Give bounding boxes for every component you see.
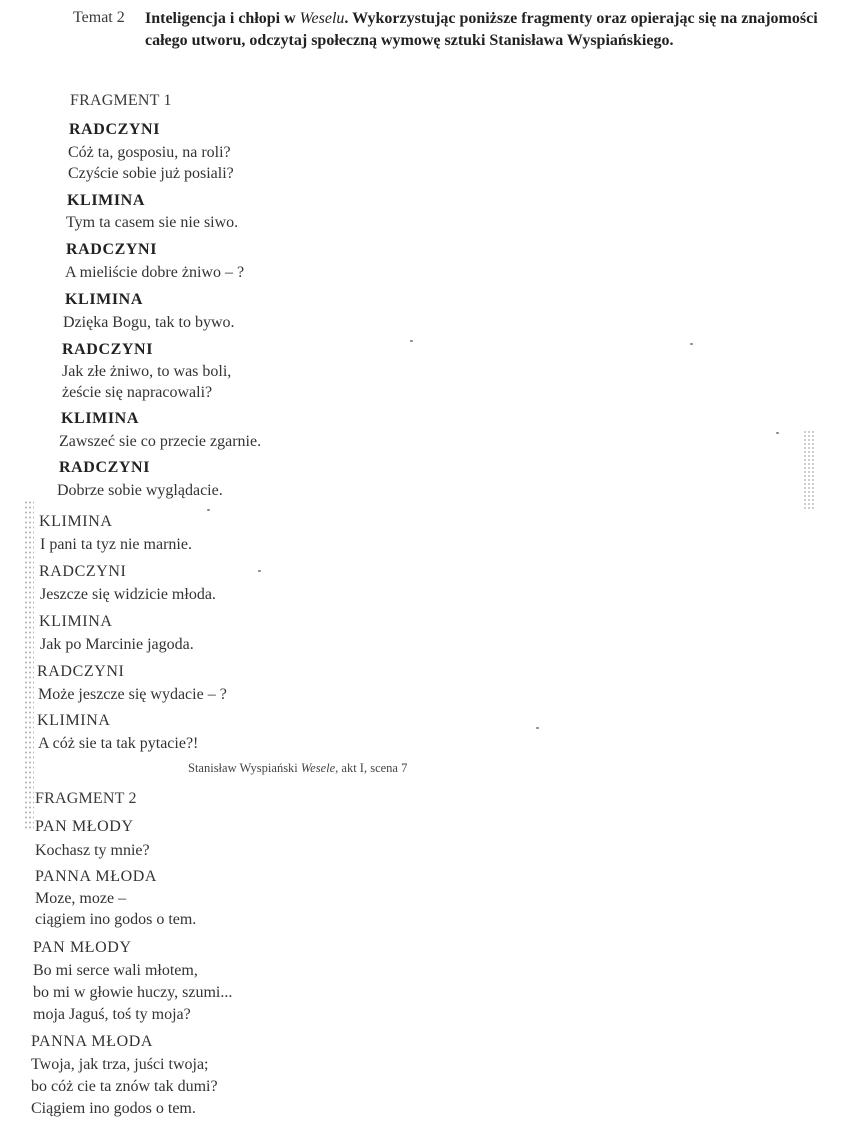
scan-speck: [776, 432, 779, 434]
dialogue-line: I pani ta tyz nie marnie.: [40, 536, 192, 553]
dialogue-line: Czyście sobie już posiali?: [68, 165, 234, 182]
dialogue-line: Dobrze sobie wyglądacie.: [57, 482, 223, 499]
dialogue-line: A cóż sie ta tak pytacie?!: [38, 735, 199, 752]
speaker: RADCZYNI: [69, 121, 161, 138]
dialogue-line: bo cóż cie ta znów tak dumi?: [31, 1078, 218, 1095]
scan-speck: [690, 343, 693, 345]
dialogue-line: Moze, moze –: [35, 890, 127, 907]
dialogue-line: Kochasz ty mnie?: [35, 842, 150, 859]
dialogue-line: A mieliście dobre żniwo – ?: [65, 264, 245, 281]
speaker: KLIMINA: [61, 410, 139, 427]
task-title-part-1: Inteligencja i chłopi w: [145, 10, 300, 27]
dialogue-line: Bo mi serce wali młotem,: [33, 962, 198, 979]
scan-noise-left: [24, 500, 34, 830]
task-label: Temat 2: [73, 9, 125, 26]
source-author: Stanisław Wyspiański: [188, 761, 301, 775]
scan-speck: [410, 340, 413, 342]
speaker: KLIMINA: [39, 613, 113, 630]
scan-speck: [207, 509, 210, 511]
source-title: Wesele: [300, 761, 336, 775]
task-title: [145, 8, 825, 52]
speaker: RADCZYNI: [39, 563, 127, 580]
dialogue-line: Jeszcze się widzicie młoda.: [40, 586, 216, 603]
fragment-1-source: [188, 761, 407, 776]
dialogue-line: ciągiem ino godos o tem.: [35, 911, 197, 928]
fragment-2-title: FRAGMENT 2: [35, 790, 137, 807]
speaker: PANNA MŁODA: [31, 1033, 154, 1050]
dialogue-line: Tym ta casem sie nie siwo.: [66, 214, 239, 231]
dialogue-line: Może jeszcze się wydacie – ?: [38, 686, 227, 703]
scan-speck: [536, 727, 539, 729]
dialogue-line: Cóż ta, gosposiu, na roli?: [68, 144, 231, 161]
speaker: KLIMINA: [67, 192, 145, 209]
task-title-part-2: . Wykorzystując poniższe fragmenty oraz opierając się na znajomości całego utworu, odczytaj społeczną wymowę sztuki Stanisława Wyspiańskiego.: [145, 10, 818, 49]
speaker: KLIMINA: [65, 291, 143, 308]
scan-noise-right: [803, 430, 815, 510]
speaker: PAN MŁODY: [33, 939, 132, 956]
speaker: RADCZYNI: [66, 241, 158, 258]
speaker: PANNA MŁODA: [35, 868, 158, 885]
speaker: KLIMINA: [39, 513, 113, 530]
dialogue-line: Ciągiem ino godos o tem.: [31, 1100, 196, 1117]
task-title-work-name: Weselu: [299, 10, 345, 27]
dialogue-line: żeście się napracowali?: [62, 384, 213, 401]
speaker: RADCZYNI: [62, 341, 154, 358]
dialogue-line: Zawszeć sie co przecie zgarnie.: [59, 433, 262, 450]
fragment-1-title: FRAGMENT 1: [70, 92, 172, 109]
speaker: RADCZYNI: [37, 663, 125, 680]
dialogue-line: Dzięka Bogu, tak to bywo.: [63, 314, 235, 331]
source-location: , akt I, scena 7: [335, 761, 408, 775]
dialogue-line: moja Jaguś, toś ty moja?: [33, 1006, 191, 1023]
dialogue-line: Twoja, jak trza, juści twoja;: [31, 1056, 209, 1073]
speaker: RADCZYNI: [59, 459, 151, 476]
scan-speck: [258, 570, 261, 572]
speaker: KLIMINA: [37, 712, 111, 729]
dialogue-line: Jak po Marcinie jagoda.: [40, 636, 194, 653]
speaker: PAN MŁODY: [35, 818, 134, 835]
dialogue-line: bo mi w głowie huczy, szumi...: [33, 984, 233, 1001]
dialogue-line: Jak złe żniwo, to was boli,: [62, 363, 232, 380]
